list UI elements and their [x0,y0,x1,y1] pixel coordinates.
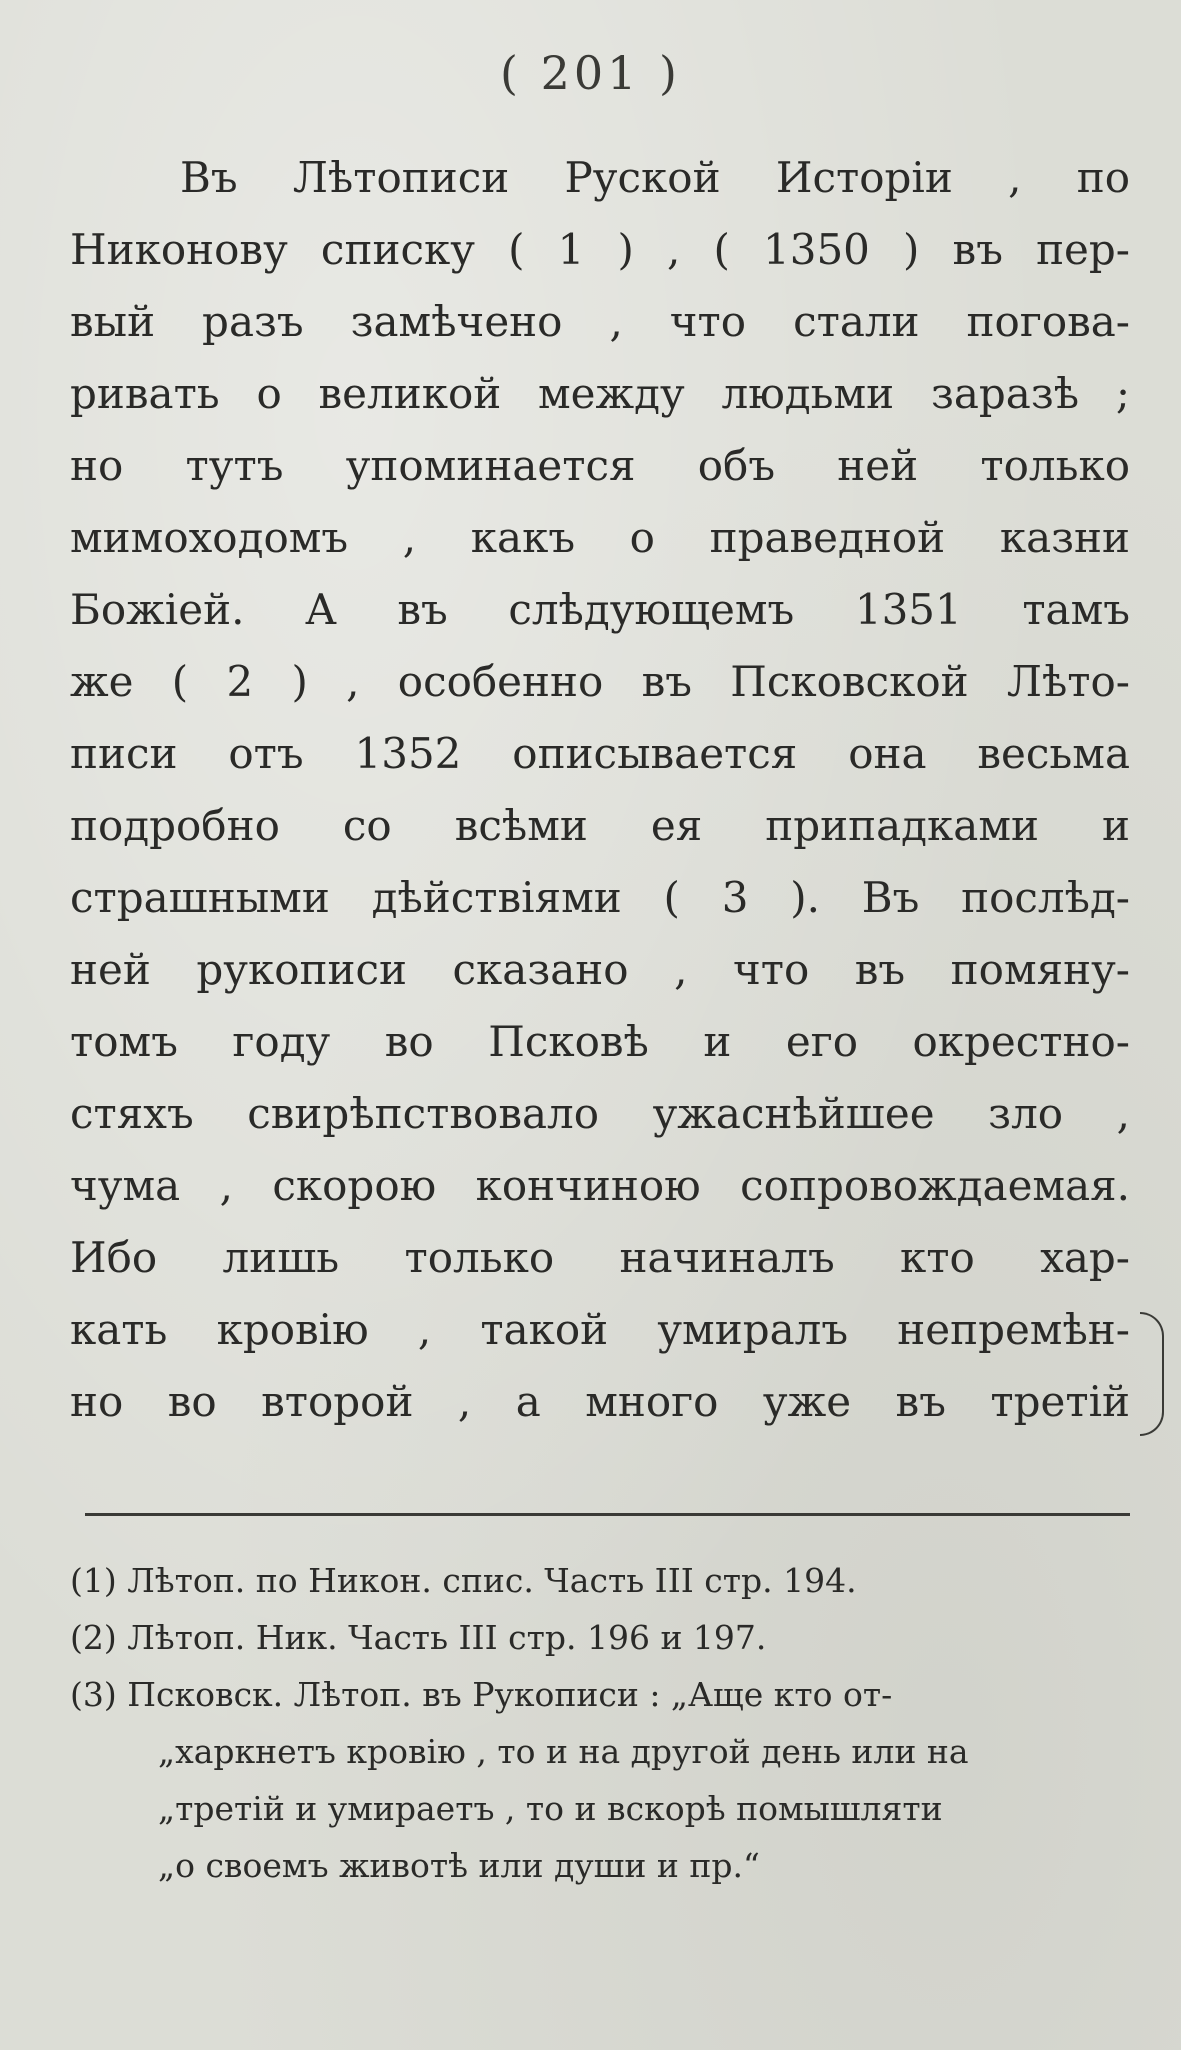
page-number: ( 201 ) [500,46,681,100]
footnote-divider [85,1513,1130,1516]
text-line: страшными дѣйствіями ( 3 ). Въ послѣд- [70,873,1130,922]
text-line: стяхъ свирѣпствовало ужаснѣйшее зло , [70,1089,1130,1138]
main-text [70,142,1130,1438]
text-line: но тутъ упоминается объ ней только [70,441,1130,490]
text-line: подробно со всѣми ея припадками и [70,801,1130,850]
text-line: ривать о великой между людьми заразѣ ; [70,369,1130,418]
footnote-line: (3) Псковск. Лѣтоп. въ Рукописи : „Аще кто от- [70,1675,893,1714]
footnote-line: „о своемъ животѣ или души и пр.“ [158,1846,760,1885]
text-line: ней рукописи сказано , что въ помяну- [70,945,1130,994]
text-line: вый разъ замѣчено , что стали погова- [70,297,1130,346]
text-line: писи отъ 1352 описывается она весьма [70,729,1130,778]
text-line: Ибо лишь только начиналъ кто хар- [70,1233,1130,1282]
footnote-line: (2) Лѣтоп. Ник. Часть III стр. 196 и 197. [70,1618,767,1657]
text-line: кать кровію , такой умиралъ непремѣн- [70,1305,1130,1354]
text-line: чума , скорою кончиною сопровождаемая. [70,1161,1130,1210]
footnote-line: „третій и умираетъ , то и вскорѣ помышляти [158,1789,943,1828]
text-line: но во второй , а много уже въ третій [70,1377,1130,1426]
text-line: же ( 2 ) , особенно въ Псковской Лѣто- [70,657,1130,706]
text-line: мимоходомъ , какъ о праведной казни [70,513,1130,562]
text-line: томъ году во Псковѣ и его окрестно- [70,1017,1130,1066]
margin-bracket [1140,1312,1164,1436]
footnotes [70,1552,1130,1894]
text-line: Въ Лѣтописи Руской Исторіи , по [180,153,1130,202]
text-line: Никонову списку ( 1 ) , ( 1350 ) въ пер- [70,225,1130,274]
text-line: Божіей. А въ слѣдующемъ 1351 тамъ [70,585,1130,634]
footnote-line: (1) Лѣтоп. по Никон. спис. Часть III стр. 194. [70,1561,857,1600]
footnote-line: „харкнетъ кровію , то и на другой день или на [158,1732,969,1771]
